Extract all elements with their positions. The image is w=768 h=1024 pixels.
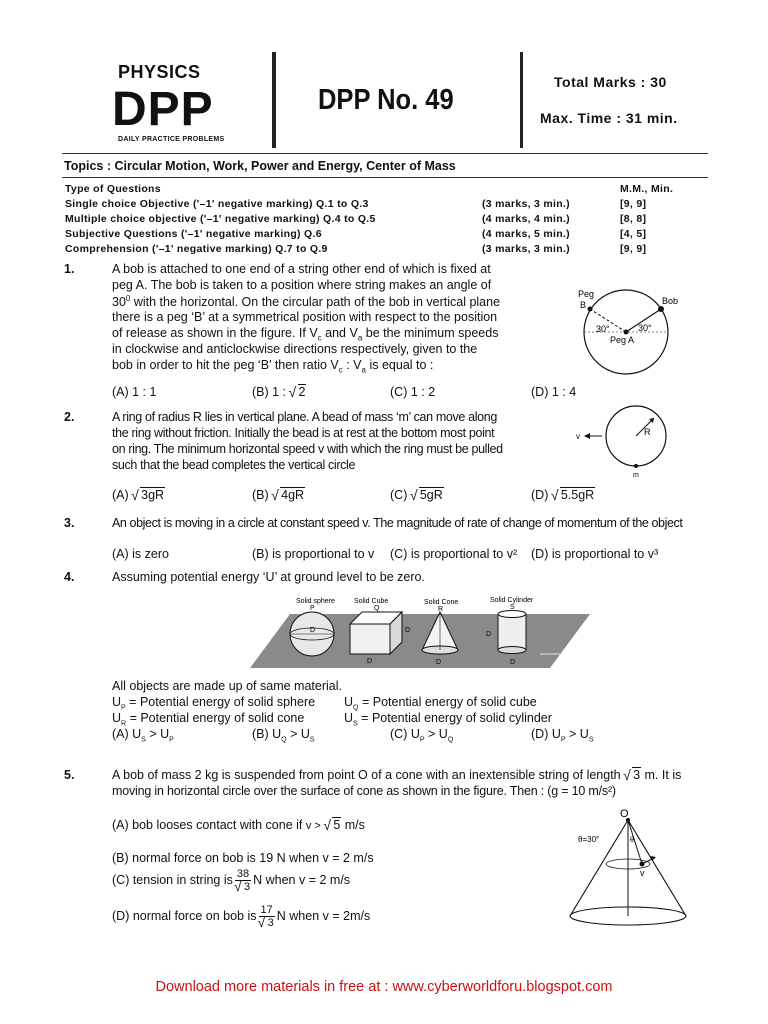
option-a: (A) $U_S > U_P$	[112, 727, 174, 744]
qtypes-row-marks: (3 marks, 3 min.)	[482, 198, 570, 210]
option-a: (A) √ 3gR	[112, 488, 165, 502]
option-b: (B) $U_Q > U_S$	[252, 727, 315, 744]
v-label: v	[576, 432, 580, 441]
option-b: (B) normal force on bob is 19 N when v = 2 m/s	[112, 851, 374, 865]
qtypes-header: Type of Questions	[65, 183, 161, 195]
qtypes-row-type: Comprehension ('–1' negative marking) Q.7 to Q.9	[65, 243, 328, 255]
option-d: (D) normal force on bob is 17 √ 3 N when v = 2m/s	[112, 904, 370, 929]
qtypes-header-mm: M.M., Min.	[620, 183, 674, 195]
question-text: $30^0$ with the horizontal. On the circular path of the bob in vertical plane	[112, 294, 501, 310]
o-label: O	[620, 808, 629, 820]
option-d: (D) 1 : 4	[531, 385, 577, 399]
potential-cube: $U_Q$ = Potential energy of solid cube	[344, 695, 537, 712]
solid-sphere-label: Solid sphere	[296, 598, 335, 605]
question-number: 1.	[64, 262, 75, 276]
option-c: (C) 1 : 2	[390, 385, 436, 399]
question-text: A bob is attached to one end of a string other end of which is fixed at	[112, 262, 491, 276]
s-label: S	[510, 604, 515, 611]
option-c: (C) is proportional to v²	[390, 547, 518, 561]
question-text: bob in order to hit the peg ‘B’ then ratio $V_c$ : $V_a$ is equal to :	[112, 358, 434, 375]
d-label: D	[486, 631, 492, 638]
peg-b-label: B	[580, 300, 587, 310]
option-c: (C) $U_P > U_Q$	[390, 727, 454, 744]
solid-cone-label: Solid Cone	[424, 599, 459, 606]
potential-sphere: $U_P$ = Potential energy of solid sphere	[112, 695, 316, 712]
header-divider-left	[272, 52, 276, 148]
q2-ring-figure	[572, 402, 672, 482]
theta-label: θ=30°	[578, 835, 600, 844]
angle-right-label: 30°	[638, 323, 652, 333]
qtypes-row-mm: [4, 5]	[620, 228, 647, 240]
d-label: D	[405, 627, 411, 634]
question-number: 4.	[64, 570, 75, 584]
peg-a-label: Peg A	[610, 335, 635, 345]
p-label: P	[310, 605, 315, 612]
d-label: D	[310, 627, 316, 634]
u0-label: U = 0	[562, 651, 579, 658]
q4-objects-figure	[250, 592, 590, 672]
question-number: 5.	[64, 768, 75, 782]
topics-rule	[62, 177, 708, 178]
header-rule	[62, 153, 708, 154]
q1-peg-figure	[570, 285, 700, 385]
potential-cone: $U_R$ = Potential energy of solid cone	[112, 711, 305, 728]
question-text: A ring of radius R lies in vertical plane. A bead of mass ‘m’ can move along	[112, 410, 497, 424]
peg-label: Peg	[578, 289, 595, 299]
question-text: An object is moving in a circle at constant speed v. The magnitude of rate of change of momentum of the object	[112, 516, 683, 530]
option-d: (D) $U_P > U_S$	[531, 727, 594, 744]
r-label: R	[438, 606, 444, 613]
question-number: 2.	[64, 410, 75, 424]
question-text: such that the bead completes the vertical circle	[112, 458, 356, 472]
question-text: All objects are made up of same material.	[112, 679, 342, 693]
v-label: v	[640, 868, 645, 878]
qtypes-row-marks: (4 marks, 4 min.)	[482, 213, 570, 225]
angle-left-label: 30°	[596, 324, 610, 334]
question-text: Assuming potential energy ‘U’ at ground level to be zero.	[112, 570, 425, 584]
option-c: (C) √ 5gR	[390, 488, 444, 502]
download-footer-link[interactable]: Download more materials in free at : www.cyberworldforu.blogspot.com	[155, 979, 613, 995]
question-text: of release as shown in the figure. If $V_c$ and $V_a$ be the minimum speeds	[112, 326, 499, 343]
theta-small-label: θ	[630, 837, 634, 844]
qtypes-row-mm: [9, 9]	[620, 243, 647, 255]
question-text: peg A. The bob is taken to a position where string makes an angle of	[112, 278, 492, 292]
qtypes-row-mm: [9, 9]	[620, 198, 647, 210]
option-a: (A) bob looses contact with cone if v > √ 5 m/s	[112, 818, 365, 832]
question-text: A bob of mass 2 kg is suspended from point O of a cone with an inextensible string of length √ 3 m. It is	[112, 768, 681, 782]
option-b: (B) is proportional to v	[252, 547, 375, 561]
total-marks: Total Marks : 30	[554, 74, 667, 90]
option-c: (C) tension in string is 38 √ 3 N when v = 2 m/s	[112, 868, 350, 893]
solid-cylinder-label: Solid Cylinder	[490, 597, 534, 604]
question-text: there is a peg ‘B’ at a symmetrical position with respect to the position	[112, 310, 498, 324]
qtypes-row-type: Subjective Questions ('–1' negative marking) Q.6	[65, 228, 322, 240]
question-text: the ring without friction. Initially the bead is at rest at the bottom most point	[112, 426, 495, 440]
m-label: m	[633, 472, 639, 479]
question-text: in clockwise and anticlockwise directions respectively, given to the	[112, 342, 478, 356]
header-divider-right	[520, 52, 523, 148]
q5-cone-figure	[560, 808, 700, 930]
topics-line: Topics : Circular Motion, Work, Power and Energy, Center of Mass	[64, 159, 456, 173]
question-text: moving in horizontal circle over the surface of cone as shown in the figure. Then : (g = 10 m/s²)	[112, 784, 616, 798]
option-b: (B) 1 : √ 2	[252, 385, 306, 399]
option-b: (B) √ 4gR	[252, 488, 305, 502]
max-time: Max. Time : 31 min.	[540, 110, 678, 126]
question-text: on ring. The minimum horizontal speed v with which the ring must be pulled	[112, 442, 503, 456]
qtypes-row-marks: (4 marks, 5 min.)	[482, 228, 570, 240]
qtypes-row-type: Single choice Objective ('–1' negative marking) Q.1 to Q.3	[65, 198, 369, 210]
r-label: R	[644, 427, 651, 437]
d-label: D	[436, 659, 442, 666]
bob-label: Bob	[662, 296, 679, 306]
option-d: (D) √ 5.5gR	[531, 488, 595, 502]
d-label: D	[367, 658, 373, 665]
option-a: (A) is zero	[112, 547, 169, 561]
option-d: (D) is proportional to v³	[531, 547, 659, 561]
dpp-logo: DPP	[112, 83, 214, 136]
question-number: 3.	[64, 516, 75, 530]
q-label: Q	[374, 605, 380, 612]
qtypes-row-marks: (3 marks, 3 min.)	[482, 243, 570, 255]
potential-cylinder: $U_S$ = Potential energy of solid cylinder	[344, 711, 552, 728]
solid-cube-label: Solid Cube	[354, 598, 389, 605]
qtypes-row-mm: [8, 8]	[620, 213, 647, 225]
dpp-number: DPP No. 49	[318, 84, 454, 116]
subject-title: PHYSICS	[118, 62, 201, 82]
qtypes-row-type: Multiple choice objective ('–1' negative marking) Q.4 to Q.5	[65, 213, 376, 225]
d-label: D	[510, 659, 516, 666]
dpp-logo-subtitle: DAILY PRACTICE PROBLEMS	[118, 136, 225, 143]
option-a: (A) 1 : 1	[112, 385, 157, 399]
